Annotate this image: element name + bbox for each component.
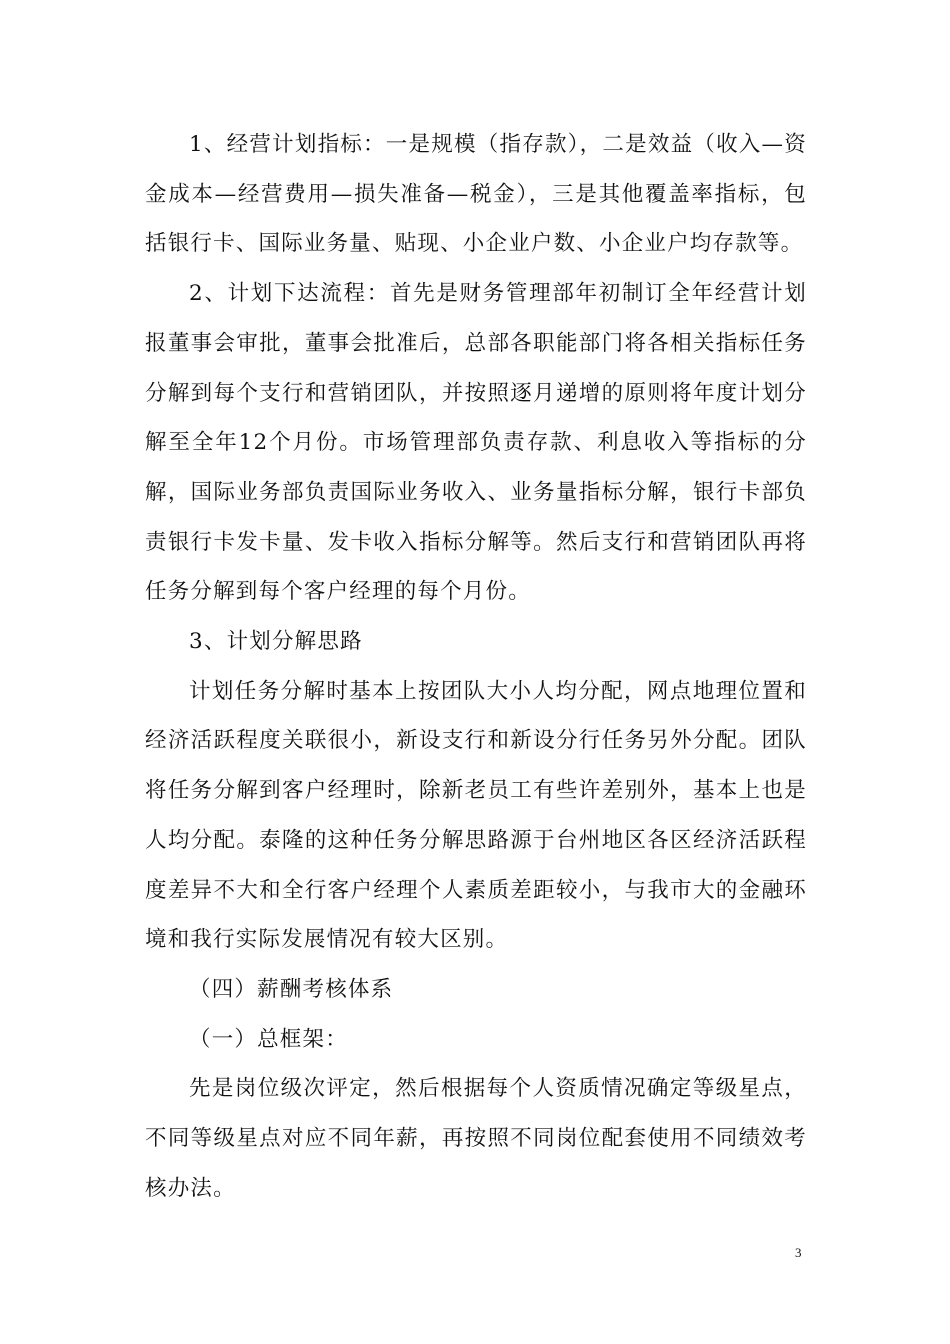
page-number: 3 [795, 1245, 802, 1260]
subsection-heading-framework: （一）总框架： [189, 1026, 348, 1052]
paragraph-plan-indicators: 1、经营计划指标：一是规模（指存款），二是效益（收入—资金成本—经营费用—损失准备—税金），三是其他覆盖率指标，包括银行卡、国际业务量、贴现、小企业户数、小企业户均存款等。 [145, 132, 807, 257]
paragraph-plan-approach: 计划任务分解时基本上按团队大小人均分配，网点地理位置和经济活跃程度关联很小，新设支行和新设分行任务另外分配。团队将任务分解到客户经理时，除新老员工有些许差别外，基本上也是人均分配。泰隆的这种任务分解思路源于台州地区各区经济活跃程度差异不大和全行客户经理个人素质差距较小，与我市大的金融环境和我行实际发展情况有较大区别。 [145, 678, 807, 953]
paragraph-plan-process: 2、计划下达流程：首先是财务管理部年初制订全年经营计划报董事会审批，董事会批准后，总部各职能部门将各相关指标任务分解到每个支行和营销团队，并按照逐月递增的原则将年度计划分解至全年12个月份。市场管理部负责存款、利息收入等指标的分解，国际业务部负责国际业务收入、业务量指标分解，银行卡部负责银行卡发卡量、发卡收入指标分解等。然后支行和营销团队再将任务分解到每个客户经理的每个月份。 [145, 281, 807, 605]
section-heading-compensation: （四）薪酬考核体系 [189, 976, 394, 1002]
paragraph-plan-heading: 3、计划分解思路 [189, 629, 363, 655]
paragraph-framework-description: 先是岗位级次评定，然后根据每个人资质情况确定等级星点，不同等级星点对应不同年薪，再按照不同岗位配套使用不同绩效考核办法。 [145, 1076, 807, 1201]
document-body [145, 120, 807, 1213]
